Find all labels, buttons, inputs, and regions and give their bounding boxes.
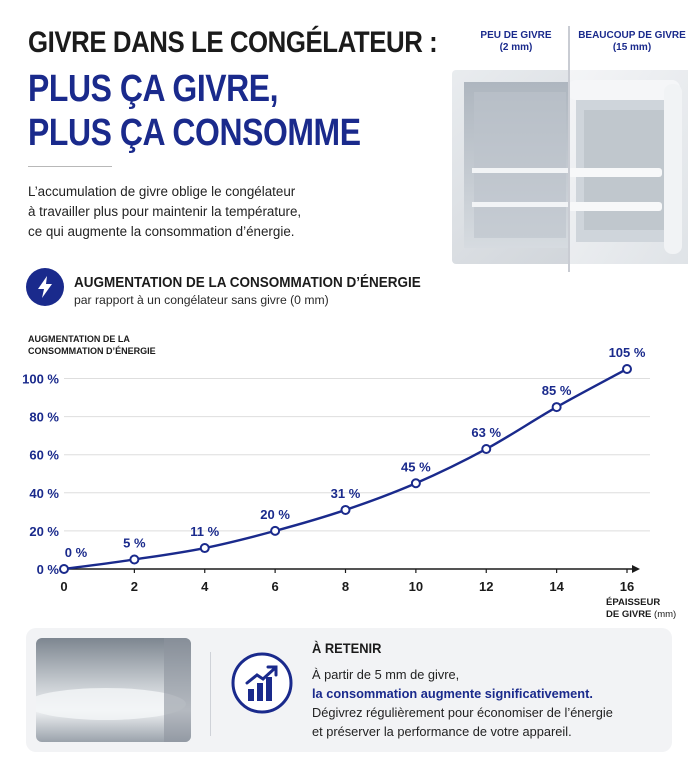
chart-points — [60, 345, 646, 573]
takeaway-line-2: la consommation augmente significativement. — [312, 686, 593, 701]
y-tick-label: 60 % — [29, 447, 59, 463]
x-axis-unit: (mm) — [654, 609, 677, 620]
y-tick-label: 0 % — [36, 562, 59, 577]
x-tick-label: 10 — [408, 579, 424, 594]
section-title: AUGMENTATION DE LA CONSOMMATION D’ÉNERGIE — [74, 274, 421, 291]
intro-line-3: ce qui augmente la consommation d’énergie. — [28, 224, 295, 239]
data-label: 5 % — [123, 535, 146, 551]
takeaway-divider — [210, 652, 211, 736]
data-point — [623, 365, 631, 373]
page-title: GIVRE DANS LE CONGÉLATEUR : — [28, 26, 438, 59]
intro-line-2: à travailler plus pour maintenir la température, — [28, 204, 302, 219]
data-label: 20 % — [260, 506, 290, 522]
x-tick-label: 4 — [201, 579, 209, 594]
x-tick-label: 8 — [341, 579, 350, 594]
data-point — [482, 445, 490, 453]
y-axis-label-line-2: CONSOMMATION D’ÉNERGIE — [28, 346, 156, 357]
data-point — [553, 403, 561, 411]
x-tick-label: 16 — [619, 579, 635, 594]
consumption-curve — [64, 369, 627, 569]
data-point — [130, 555, 138, 563]
x-tick-label: 6 — [271, 579, 279, 594]
high-frost-label-size: (15 mm) — [612, 42, 652, 53]
data-point — [271, 527, 279, 535]
takeaway-title: À RETENIR — [312, 640, 382, 656]
data-point — [412, 479, 420, 487]
data-point — [60, 565, 68, 573]
x-axis-label-line-1: ÉPAISSEUR — [606, 597, 661, 608]
chart-grid — [64, 379, 650, 531]
y-tick-label: 80 % — [29, 409, 59, 425]
low-frost-label-title: PEU DE GIVRE — [480, 30, 552, 41]
high-frost-label-title: BEAUCOUP DE GIVRE — [578, 30, 686, 41]
x-axis-label-text: DE GIVRE — [606, 609, 652, 620]
takeaway-line-1: À partir de 5 mm de givre, — [312, 667, 460, 682]
x-tick-label: 2 — [130, 579, 138, 594]
headline-line-2: PLUS ÇA CONSOMME — [28, 112, 361, 154]
data-point — [201, 544, 209, 552]
y-tick-label: 20 % — [29, 523, 59, 539]
x-axis-arrow — [632, 565, 640, 573]
x-tick-label: 14 — [549, 579, 564, 594]
headline-line-1: PLUS ÇA GIVRE, — [28, 68, 279, 110]
y-tick-label: 100 % — [22, 371, 59, 387]
data-label: 31 % — [330, 485, 361, 501]
data-label: 85 % — [541, 383, 572, 399]
intro-line-1: L’accumulation de givre oblige le congélateur — [28, 184, 296, 199]
data-label: 105 % — [608, 344, 646, 360]
takeaway-line-4: et préserver la performance de votre appareil. — [312, 724, 572, 739]
y-axis-label-line-1: AUGMENTATION DE LA — [28, 334, 130, 345]
data-point — [342, 506, 350, 514]
section-subtitle: par rapport à un congélateur sans givre (0 mm) — [74, 293, 329, 307]
data-label: 0 % — [64, 545, 88, 560]
data-label: 45 % — [401, 459, 431, 475]
data-label: 63 % — [471, 424, 502, 440]
chart-axes — [22, 372, 640, 595]
data-label: 11 % — [190, 524, 220, 540]
bar-chart-trend-icon — [230, 651, 294, 715]
y-tick-label: 40 % — [29, 485, 59, 501]
takeaway-line-3: Dégivrez régulièrement pour économiser de l’énergie — [312, 705, 613, 720]
low-frost-label-size: (2 mm) — [499, 42, 533, 53]
x-tick-label: 12 — [479, 579, 494, 594]
x-tick-label: 0 — [60, 579, 68, 594]
frost-photo — [36, 638, 191, 742]
